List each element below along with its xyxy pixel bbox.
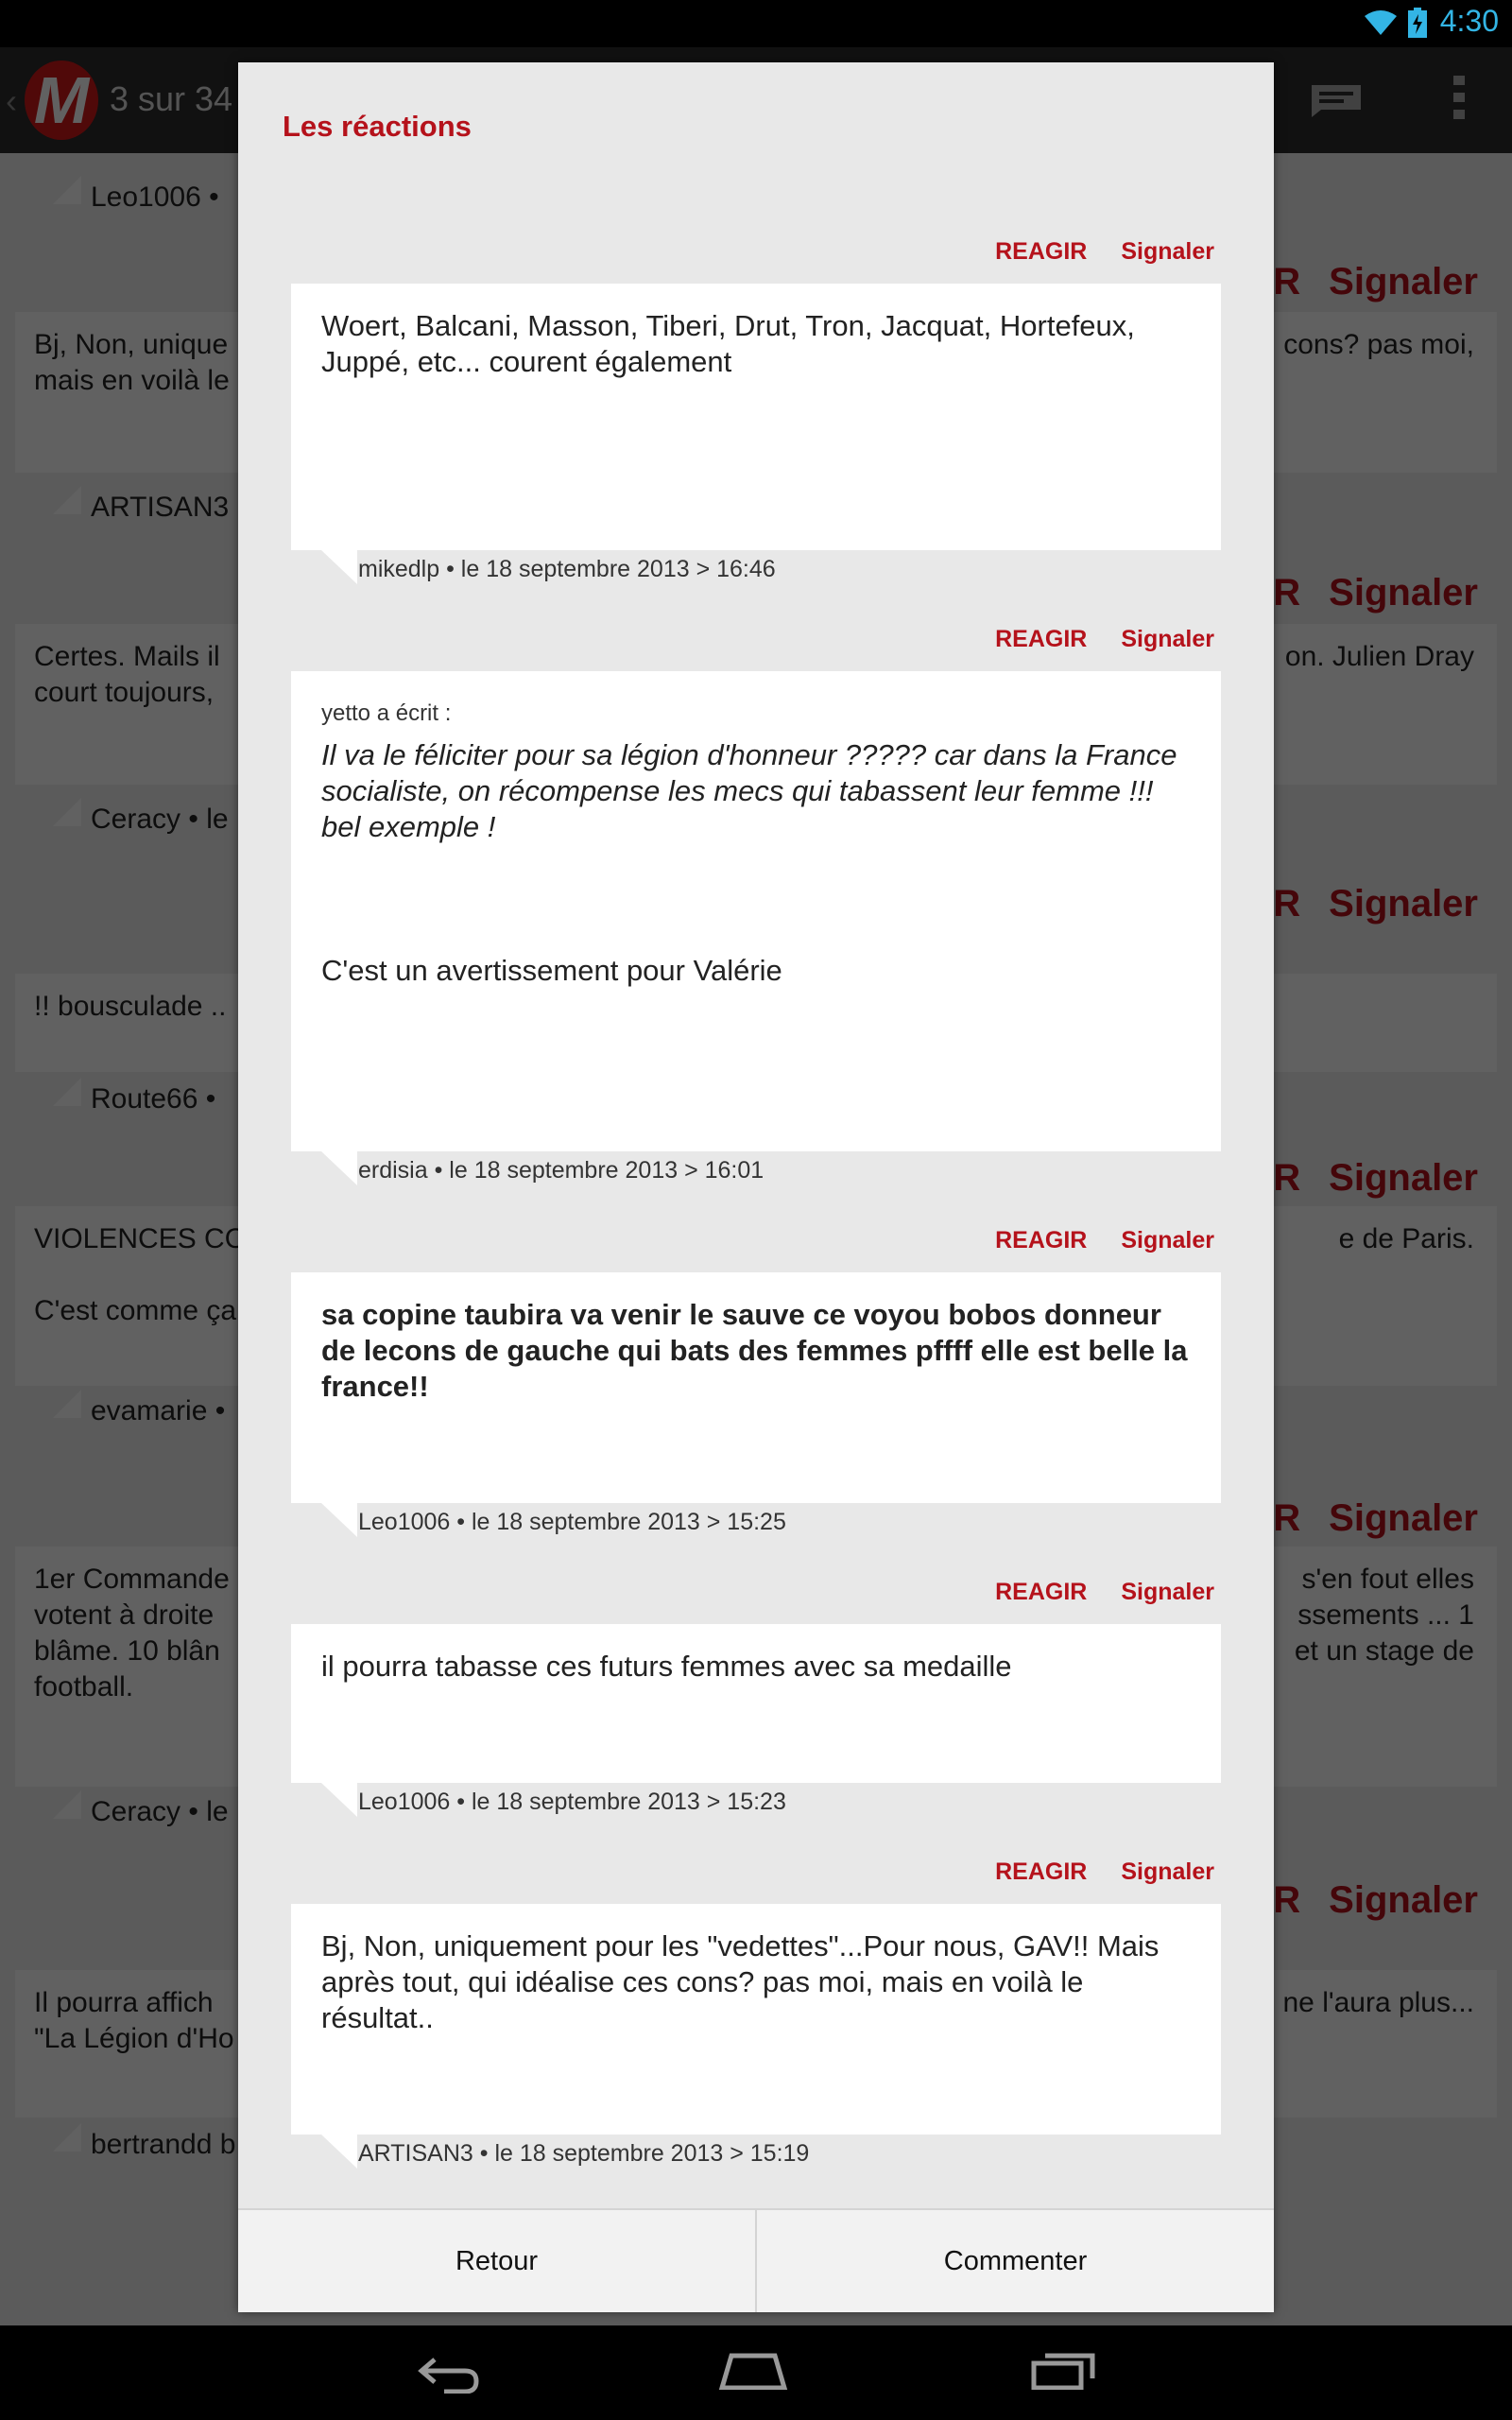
- system-nav-bar: [0, 2325, 1512, 2420]
- comment-meta: mikedlp • le 18 septembre 2013 > 16:46: [358, 556, 776, 582]
- wifi-icon: [1363, 9, 1399, 42]
- back-nav-icon[interactable]: [416, 2352, 482, 2398]
- react-button[interactable]: REAGIR: [995, 1579, 1088, 1605]
- entry-actions: [961, 1227, 1214, 1254]
- comment-text: il pourra tabasse ces futurs femmes avec sa medaille: [321, 1650, 1012, 1683]
- speech-tail: [321, 1151, 357, 1185]
- report-button[interactable]: Signaler: [1121, 1858, 1214, 1885]
- speech-tail: [321, 1783, 357, 1817]
- dialog-title: Les réactions: [283, 110, 472, 143]
- entry-actions: [961, 238, 1214, 266]
- quote-text: Il va le féliciter pour sa légion d'honneur ????? car dans la France socialiste, on récompense les mecs qui tabassent leur femme !!! bel exemple !: [321, 738, 1177, 843]
- comment-text: Bj, Non, uniquement pour les "vedettes"...Pour nous, GAV!! Mais après tout, qui idéalise ces cons? pas moi, mais en voilà le résultat..: [321, 1929, 1160, 2034]
- react-button[interactable]: REAGIR: [995, 1227, 1088, 1253]
- comment-box: [291, 284, 1221, 550]
- speech-tail: [321, 2135, 357, 2169]
- comment-box: [291, 1272, 1221, 1503]
- report-button[interactable]: Signaler: [1121, 238, 1214, 265]
- speech-tail: [321, 550, 357, 584]
- home-nav-icon[interactable]: [718, 2352, 788, 2394]
- clock: 4:30: [1439, 4, 1499, 38]
- quote-label: yetto a écrit :: [321, 700, 452, 726]
- list-item: [238, 166, 1274, 582]
- status-bar: [0, 0, 1512, 47]
- speech-tail: [321, 1503, 357, 1537]
- comment-text: Woert, Balcani, Masson, Tiberi, Drut, Tron, Jacquat, Hortefeux, Juppé, etc... courent également: [321, 309, 1135, 378]
- entry-actions: [961, 1579, 1214, 1606]
- report-button[interactable]: Signaler: [1121, 1227, 1214, 1253]
- react-button[interactable]: REAGIR: [995, 1858, 1088, 1885]
- comment-box: [291, 1904, 1221, 2135]
- comment-text: sa copine taubira va venir le sauve ce voyou bobos donneur de lecons de gauche qui bats des femmes pffff elle est belle la france!!: [321, 1298, 1188, 1403]
- comment-meta: ARTISAN3 • le 18 septembre 2013 > 15:19: [358, 2140, 810, 2167]
- reactions-list[interactable]: [238, 166, 1274, 2221]
- react-button[interactable]: REAGIR: [995, 238, 1088, 265]
- comment-meta: Leo1006 • le 18 septembre 2013 > 15:23: [358, 1789, 786, 1815]
- comment-meta: erdisia • le 18 septembre 2013 > 16:01: [358, 1157, 765, 1184]
- recent-apps-icon[interactable]: [1030, 2352, 1096, 2394]
- comment-meta: Leo1006 • le 18 septembre 2013 > 15:25: [358, 1509, 786, 1535]
- comment-box: [291, 671, 1221, 1151]
- comment-box: [291, 1624, 1221, 1783]
- react-button[interactable]: REAGIR: [995, 626, 1088, 652]
- report-button[interactable]: Signaler: [1121, 1579, 1214, 1605]
- reactions-dialog: [238, 62, 1274, 2312]
- battery-charging-icon: [1408, 8, 1427, 43]
- dialog-footer: [238, 2208, 1274, 2312]
- entry-actions: [961, 1858, 1214, 1886]
- comment-text: C'est un avertissement pour Valérie: [321, 954, 782, 987]
- comment-button[interactable]: Commenter: [757, 2210, 1274, 2312]
- entry-actions: [961, 626, 1214, 653]
- back-button[interactable]: Retour: [238, 2210, 757, 2312]
- report-button[interactable]: Signaler: [1121, 626, 1214, 652]
